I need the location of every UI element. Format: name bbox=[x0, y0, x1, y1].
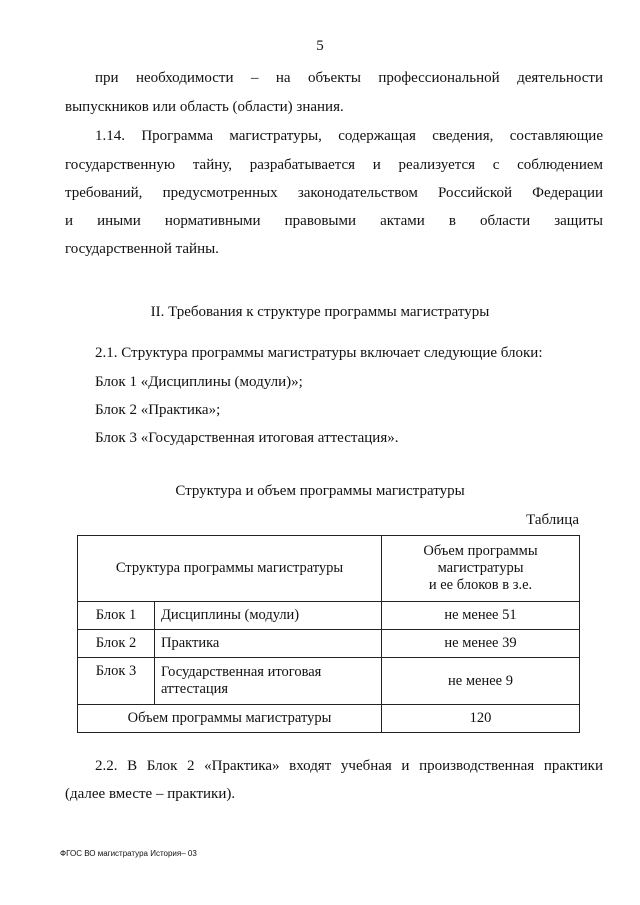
footer-doc-id: ФГОС ВО магистратура История– 03 bbox=[60, 849, 197, 858]
section-2-heading: II. Требования к структуре программы магистратуры bbox=[150, 304, 490, 320]
table-row bbox=[78, 630, 580, 658]
row-block-cell: Блок 3 bbox=[78, 658, 155, 705]
block-1-item: Блок 1 «Дисциплины (модули)»; bbox=[95, 374, 303, 390]
header-volume-line-2: магистратуры bbox=[437, 560, 524, 576]
block-3-item: Блок 3 «Государственная итоговая аттестация». bbox=[95, 430, 399, 446]
structure-table bbox=[77, 535, 580, 733]
row-name-cell: Дисциплины (модули) bbox=[155, 602, 382, 630]
para-1-14-line-4: и иными нормативными правовыми актами в области защиты bbox=[65, 213, 603, 229]
block-2-item: Блок 2 «Практика»; bbox=[95, 402, 221, 418]
row-volume-cell: не менее 9 bbox=[382, 658, 580, 705]
header-volume-cell bbox=[382, 536, 580, 602]
table-header-row bbox=[78, 536, 580, 602]
table-total-row bbox=[78, 705, 580, 733]
para-1-14-line-2: государственную тайну, разрабатывается и реализуется с соблюдением bbox=[65, 157, 603, 173]
para-2-1-line-1: 2.1. Структура программы магистратуры включает следующие блоки: bbox=[95, 345, 543, 361]
row-block-cell: Блок 2 bbox=[78, 630, 155, 658]
row-name-line-2: аттестация bbox=[161, 681, 229, 697]
para-2-2-line-1: 2.2. В Блок 2 «Практика» входят учебная и производственная практики bbox=[95, 758, 603, 774]
page-number: 5 bbox=[316, 38, 324, 54]
table-row bbox=[78, 658, 580, 705]
row-name-cell bbox=[155, 658, 382, 705]
header-structure-cell: Структура программы магистратуры bbox=[78, 536, 382, 602]
para-2-2-line-2: (далее вместе – практики). bbox=[65, 786, 236, 802]
total-value-cell: 120 bbox=[382, 705, 580, 733]
table-row bbox=[78, 602, 580, 630]
para-1-14-line-3: требований, предусмотренных законодательством Российской Федерации bbox=[65, 185, 603, 201]
para-continuation-line-1: при необходимости – на объекты профессиональной деятельности bbox=[95, 70, 603, 86]
header-volume-line-3: и ее блоков в з.е. bbox=[428, 577, 533, 593]
total-label-cell: Объем программы магистратуры bbox=[78, 705, 382, 733]
header-volume-line-1: Объем программы bbox=[423, 543, 538, 559]
table-title: Структура и объем программы магистратуры bbox=[175, 483, 465, 499]
para-continuation-line-2: выпускников или область (области) знания. bbox=[65, 99, 344, 115]
row-volume-cell: не менее 51 bbox=[382, 602, 580, 630]
row-name-cell: Практика bbox=[155, 630, 382, 658]
row-volume-cell: не менее 39 bbox=[382, 630, 580, 658]
para-1-14-line-1: 1.14. Программа магистратуры, содержащая сведения, составляющие bbox=[95, 128, 603, 144]
para-1-14-line-5: государственной тайны. bbox=[65, 241, 219, 257]
row-name-line-1: Государственная итоговая bbox=[161, 664, 322, 680]
row-block-cell: Блок 1 bbox=[78, 602, 155, 630]
table-label: Таблица bbox=[526, 512, 579, 528]
